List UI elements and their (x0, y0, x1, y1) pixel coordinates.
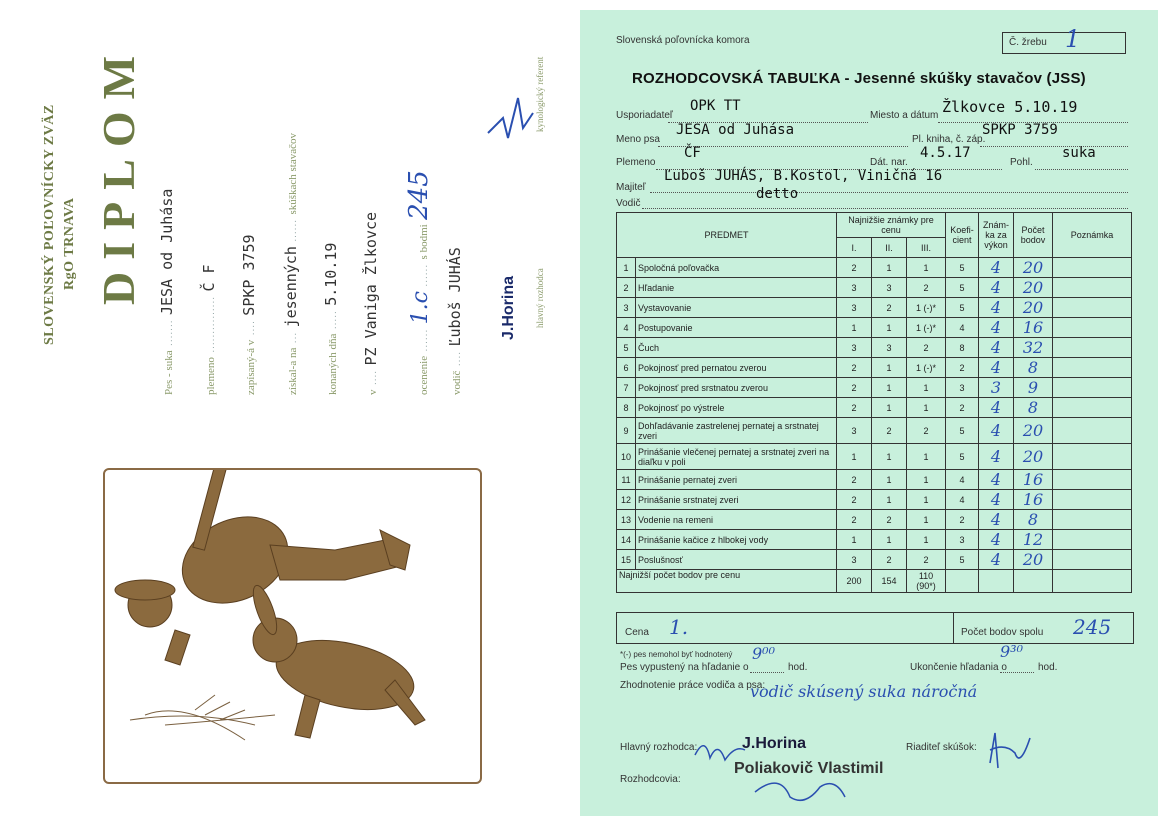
row-note (1053, 418, 1132, 444)
row-subject: Prinášanie pernatej zveri (636, 470, 837, 490)
row-min-iii: 2 (907, 338, 946, 358)
row-coefficient: 4 (946, 490, 979, 510)
row-min-ii: 1 (872, 318, 907, 338)
dog-name-value: JESA od Juhása (676, 122, 795, 138)
row-min-ii: 2 (872, 550, 907, 570)
row-points: 20 (1014, 444, 1053, 470)
row-note (1053, 444, 1132, 470)
row-min-i: 2 (837, 510, 872, 530)
diploma-dog-value: JESA od Juhása (158, 188, 176, 316)
studbook-value: SPKP 3759 (982, 122, 1058, 138)
table-row (617, 444, 1132, 470)
row-number: 7 (617, 378, 636, 398)
start-time: 9⁰⁰ (752, 644, 776, 663)
min-i: 200 (837, 570, 872, 593)
row-points: 20 (1014, 258, 1053, 278)
draw-value: 1 (1065, 25, 1081, 53)
row-mark: 4 (979, 298, 1014, 318)
row-number: 15 (617, 550, 636, 570)
row-number: 6 (617, 358, 636, 378)
row-min-iii: 1 (907, 510, 946, 530)
row-points: 12 (1014, 530, 1053, 550)
row-coefficient: 5 (946, 278, 979, 298)
diploma-org-line1: SLOVENSKÝ POĽOVNÍCKY ZVÄZ (42, 104, 57, 345)
row-min-ii: 2 (872, 298, 907, 318)
row-coefficient: 3 (946, 530, 979, 550)
row-number: 5 (617, 338, 636, 358)
row-mark: 4 (979, 550, 1014, 570)
table-row (617, 318, 1132, 338)
row-min-iii: 2 (907, 278, 946, 298)
row-min-i: 1 (837, 444, 872, 470)
row-points: 20 (1014, 418, 1053, 444)
row-mark: 4 (979, 444, 1014, 470)
evaluation-text: vodič skúsený suka náročná (750, 682, 978, 701)
row-subject: Vodenie na remeni (636, 510, 837, 530)
row-number: 1 (617, 258, 636, 278)
row-coefficient: 5 (946, 298, 979, 318)
row-mark: 4 (979, 530, 1014, 550)
table-row (617, 258, 1132, 278)
row-note (1053, 398, 1132, 418)
row-min-ii: 3 (872, 338, 907, 358)
row-min-i: 1 (837, 318, 872, 338)
row-points: 20 (1014, 550, 1053, 570)
row-min-ii: 2 (872, 510, 907, 530)
row-min-ii: 1 (872, 490, 907, 510)
row-subject: Pokojnosť pred pernatou zverou (636, 358, 837, 378)
row-coefficient: 8 (946, 338, 979, 358)
row-mark: 4 (979, 258, 1014, 278)
diploma-field-breed: plemeno ............... Č F (200, 264, 218, 395)
row-number: 9 (617, 418, 636, 444)
diploma-breed-value: Č F (200, 264, 218, 292)
diploma-field-place: v .... PZ Vaniga Žlkovce (362, 211, 380, 395)
row-min-ii: 1 (872, 358, 907, 378)
row-mark: 3 (979, 378, 1014, 398)
row-note (1053, 490, 1132, 510)
table-row (617, 550, 1132, 570)
diploma-field-event: získal-a na ... jesenných ...... skúškach stavačov (282, 132, 300, 395)
row-coefficient: 2 (946, 398, 979, 418)
row-min-i: 2 (837, 398, 872, 418)
table-row (617, 470, 1132, 490)
row-note (1053, 358, 1132, 378)
row-mark: 4 (979, 278, 1014, 298)
handler-value: detto (756, 186, 799, 202)
sheet-title: ROZHODCOVSKÁ TABUĽKA - Jesenné skúšky stavačov (JSS) (632, 70, 1086, 87)
table-row (617, 510, 1132, 530)
min-ii: 154 (872, 570, 907, 593)
row-subject: Hľadanie (636, 278, 837, 298)
row-min-ii: 2 (872, 418, 907, 444)
row-number: 2 (617, 278, 636, 298)
table-row (617, 278, 1132, 298)
row-min-iii: 1 (907, 378, 946, 398)
diploma-event-value: jesenných (282, 246, 300, 328)
diploma-rating-value: 1.c (408, 291, 433, 325)
table-row (617, 418, 1132, 444)
prize-box: Cena 1. Počet bodov spolu 245 (616, 612, 1134, 644)
diploma-field-dog: Pes - suka ....... JESA od Juhása (158, 188, 176, 395)
row-min-i: 2 (837, 258, 872, 278)
row-points: 20 (1014, 278, 1053, 298)
row-number: 13 (617, 510, 636, 530)
row-points: 20 (1014, 298, 1053, 318)
table-row (617, 398, 1132, 418)
row-min-ii: 1 (872, 378, 907, 398)
diploma-points-value: 245 (404, 170, 434, 220)
row-subject: Čuch (636, 338, 837, 358)
row-points: 8 (1014, 358, 1053, 378)
row-mark: 4 (979, 318, 1014, 338)
total-value: 245 (1073, 615, 1112, 639)
row-note (1053, 298, 1132, 318)
owner-value: Ľuboš JUHÁS, B.Kostol, Viničná 16 (664, 168, 943, 184)
row-note (1053, 530, 1132, 550)
row-number: 10 (617, 444, 636, 470)
row-subject: Pokojnosť po výstrele (636, 398, 837, 418)
dob-value: 4.5.17 (920, 145, 971, 161)
row-points: 16 (1014, 490, 1053, 510)
row-points: 8 (1014, 510, 1053, 530)
row-min-ii: 3 (872, 278, 907, 298)
diploma-field-handler: vodič .... Ľuboš JUHÁS (446, 247, 464, 395)
diploma-field-studbook: zapísaný-á v .... SPKP 3759 (240, 234, 258, 395)
row-subject: Postupovanie (636, 318, 837, 338)
min-iii: 110 (90*) (907, 570, 946, 593)
row-number: 12 (617, 490, 636, 510)
row-subject: Spoločná poľovačka (636, 258, 837, 278)
row-min-ii: 1 (872, 444, 907, 470)
prize-value: 1. (669, 615, 689, 639)
director-signature (980, 728, 1040, 778)
end-time: 9³⁰ (1000, 642, 1024, 661)
diploma-chief-stamp: J.Horina (500, 275, 517, 340)
row-mark: 4 (979, 470, 1014, 490)
judges-signature (750, 772, 850, 812)
row-coefficient: 4 (946, 470, 979, 490)
row-note (1053, 470, 1132, 490)
row-subject: Dohľadávanie zastrelenej pernatej a srstnatej zveri (636, 418, 837, 444)
row-mark: 4 (979, 338, 1014, 358)
table-row (617, 298, 1132, 318)
judges-stamp: Poliakovič Vlastimil (734, 760, 884, 777)
row-number: 8 (617, 398, 636, 418)
row-note (1053, 318, 1132, 338)
row-coefficient: 4 (946, 318, 979, 338)
row-min-ii: 1 (872, 470, 907, 490)
row-min-ii: 1 (872, 398, 907, 418)
place-value: Žlkovce 5.10.19 (942, 98, 1078, 116)
judges-sheet: Slovenská poľovnícka komora Č. žrebu 1 ROZHODCOVSKÁ TABUĽKA - Jesenné skúšky stavačov (JSS) Usporiadateľ OPK TT Miesto a dátum Žlkovce 5.10.19 Meno psa JESA od Juhása Pl. kniha, č. záp. SPKP 3759 Plemeno ČF Dát. nar. 4.5.17 Pohl. suka Majiteľ Ľuboš JUHÁS, B.Kostol, Viničná 16 Vodič detto PREDMET Najnižšie známky pre cenu Koefi-cient Znám-ka za výkon Počet bodov Poznámka I. II. III. 1 Spoločná poľovačka 2 1 1 5 4 20 2 Hľadanie 3 3 2 5 4 20 3 Vystavovanie 3 2 1 (-)* 5 4 20 4 Postupovanie 1 1 1 (-)* 4 4 16 5 Čuch 3 3 2 8 4 32 6 Pokojnosť pred pernatou zverou 2 1 1 (-)* 2 4 8 7 Pokojnosť pred srstnatou zverou 2 1 1 3 3 9 8 Pokojnosť po výstrele 2 1 1 2 4 8 9 Dohľadávanie zastrelenej pernatej a srstnatej zveri 3 2 2 5 4 20 10 Prinášanie vlečenej pernatej a srstnatej zveri na diaľku v poli 1 1 1 5 4 20 11 Prinášanie pernatej zveri 2 1 1 4 4 16 12 Prinášanie srstnatej zveri 2 1 1 4 4 16 13 Vodenie na remeni 2 2 1 2 4 8 14 Prinášanie kačice z hlbokej vody 1 1 1 3 4 12 15 Poslušnosť 3 2 2 5 4 20 Najnižší počet bodov pre cenu 200 154 110 (90*) Cena 1. Počet bodov spolu 245 *(-) pes nemohol byť hodnotený Pes vypustený na hľadanie o 9⁰⁰ hod. Ukončenie hľadania o 9³⁰ hod. Zhodnotenie práce vodiča a psa: vodič skúsený suka náročná Hlavný rozhodca: J.Horina Rozhodcovia: Poliakovič Vlastimil Riaditeľ skúšok: (580, 10, 1158, 816)
row-min-iii: 1 (907, 490, 946, 510)
row-note (1053, 378, 1132, 398)
row-min-iii: 1 (-)* (907, 298, 946, 318)
diploma-field-rating: ocenenie ...... 1.c ...... s bodmi 245 (404, 170, 434, 395)
row-min-iii: 1 (907, 470, 946, 490)
table-row (617, 530, 1132, 550)
table-row (617, 338, 1132, 358)
row-coefficient: 5 (946, 550, 979, 570)
row-min-i: 2 (837, 358, 872, 378)
diploma-chief-label: hlavný rozhodca (535, 268, 545, 328)
row-min-i: 2 (837, 470, 872, 490)
row-points: 9 (1014, 378, 1053, 398)
row-mark: 4 (979, 358, 1014, 378)
row-coefficient: 2 (946, 358, 979, 378)
organizer-value: OPK TT (690, 98, 741, 114)
diploma-place-value: PZ Vaniga Žlkovce (362, 211, 380, 366)
sex-value: suka (1062, 145, 1096, 161)
row-number: 14 (617, 530, 636, 550)
row-min-iii: 2 (907, 418, 946, 444)
row-subject: Prinášanie kačice z hlbokej vody (636, 530, 837, 550)
row-number: 3 (617, 298, 636, 318)
row-coefficient: 5 (946, 418, 979, 444)
row-min-iii: 1 (907, 258, 946, 278)
row-min-iii: 1 (907, 530, 946, 550)
row-min-i: 2 (837, 490, 872, 510)
row-coefficient: 5 (946, 258, 979, 278)
chamber-name: Slovenská poľovnícka komora (616, 35, 750, 46)
row-subject: Poslušnosť (636, 550, 837, 570)
row-note (1053, 510, 1132, 530)
row-min-i: 3 (837, 298, 872, 318)
row-min-iii: 1 (907, 444, 946, 470)
diploma-org-line2: RgO TRNAVA (62, 197, 77, 290)
row-min-i: 1 (837, 530, 872, 550)
row-number: 4 (617, 318, 636, 338)
row-points: 16 (1014, 470, 1053, 490)
row-min-i: 2 (837, 378, 872, 398)
row-min-iii: 1 (-)* (907, 358, 946, 378)
table-row (617, 490, 1132, 510)
row-min-i: 3 (837, 418, 872, 444)
row-points: 16 (1014, 318, 1053, 338)
referent-label: kynologický referent (535, 56, 545, 132)
row-min-i: 3 (837, 278, 872, 298)
hunter-illustration (103, 468, 482, 784)
row-min-ii: 1 (872, 530, 907, 550)
row-mark: 4 (979, 510, 1014, 530)
diploma-field-date: konaných dňa ..... 5.10.19 (322, 242, 340, 395)
diploma (0, 0, 575, 827)
row-note (1053, 278, 1132, 298)
row-note (1053, 258, 1132, 278)
row-mark: 4 (979, 490, 1014, 510)
row-points: 8 (1014, 398, 1053, 418)
row-coefficient: 5 (946, 444, 979, 470)
row-subject: Pokojnosť pred srstnatou zverou (636, 378, 837, 398)
row-coefficient: 2 (946, 510, 979, 530)
diploma-title: DIPLOM (93, 43, 144, 305)
row-min-iii: 1 (907, 398, 946, 418)
row-min-iii: 1 (-)* (907, 318, 946, 338)
row-mark: 4 (979, 398, 1014, 418)
row-mark: 4 (979, 418, 1014, 444)
chief-judge-stamp: J.Horina (742, 735, 807, 752)
row-min-i: 3 (837, 550, 872, 570)
row-subject: Prinášanie vlečenej pernatej a srstnatej zveri na diaľku v poli (636, 444, 837, 470)
row-note (1053, 338, 1132, 358)
breed-value: ČF (684, 145, 701, 161)
row-coefficient: 3 (946, 378, 979, 398)
row-note (1053, 550, 1132, 570)
row-points: 32 (1014, 338, 1053, 358)
row-min-ii: 1 (872, 258, 907, 278)
table-row (617, 378, 1132, 398)
min-points-label: Najnižší počet bodov pre cenu (617, 570, 837, 593)
diploma-date-value: 5.10.19 (322, 242, 340, 306)
diploma-handler-value: Ľuboš JUHÁS (446, 247, 464, 347)
diploma-studbook-value: SPKP 3759 (240, 234, 258, 316)
table-row (617, 358, 1132, 378)
row-min-i: 3 (837, 338, 872, 358)
row-number: 11 (617, 470, 636, 490)
scores-table: PREDMET Najnižšie známky pre cenu Koefi-cient Znám-ka za výkon Počet bodov Poznámka I. II. III. 1 Spoločná poľovačka 2 1 1 5 4 20 2 Hľadanie 3 3 2 5 4 20 3 Vystavovanie 3 2 1 (-)* 5 4 20 4 Postupovanie 1 1 1 (-)* 4 4 16 5 Čuch 3 3 2 8 4 32 6 Pokojnosť pred pernatou zverou 2 1 1 (-)* 2 4 8 7 Pokojnosť pred srstnatou zverou 2 1 1 3 3 9 8 Pokojnosť po výstrele 2 1 1 2 4 8 9 Dohľadávanie zastrelenej pernatej a srstnatej zveri 3 2 2 5 4 20 10 Prinášanie vlečenej pernatej a srstnatej zveri na diaľku v poli 1 1 1 5 4 20 11 Prinášanie pernatej zveri 2 1 1 4 4 16 12 Prinášanie srstnatej zveri 2 1 1 4 4 16 13 Vodenie na remeni 2 2 1 2 4 8 14 Prinášanie kačice z hlbokej vody 1 1 1 3 4 12 15 Poslušnosť 3 2 2 5 4 20 Najnižší počet bodov pre cenu 200 154 110 (90*) (616, 212, 1132, 593)
draw-box: Č. žrebu 1 (1002, 32, 1126, 54)
row-subject: Vystavovanie (636, 298, 837, 318)
row-subject: Prinášanie srstnatej zveri (636, 490, 837, 510)
row-min-iii: 2 (907, 550, 946, 570)
